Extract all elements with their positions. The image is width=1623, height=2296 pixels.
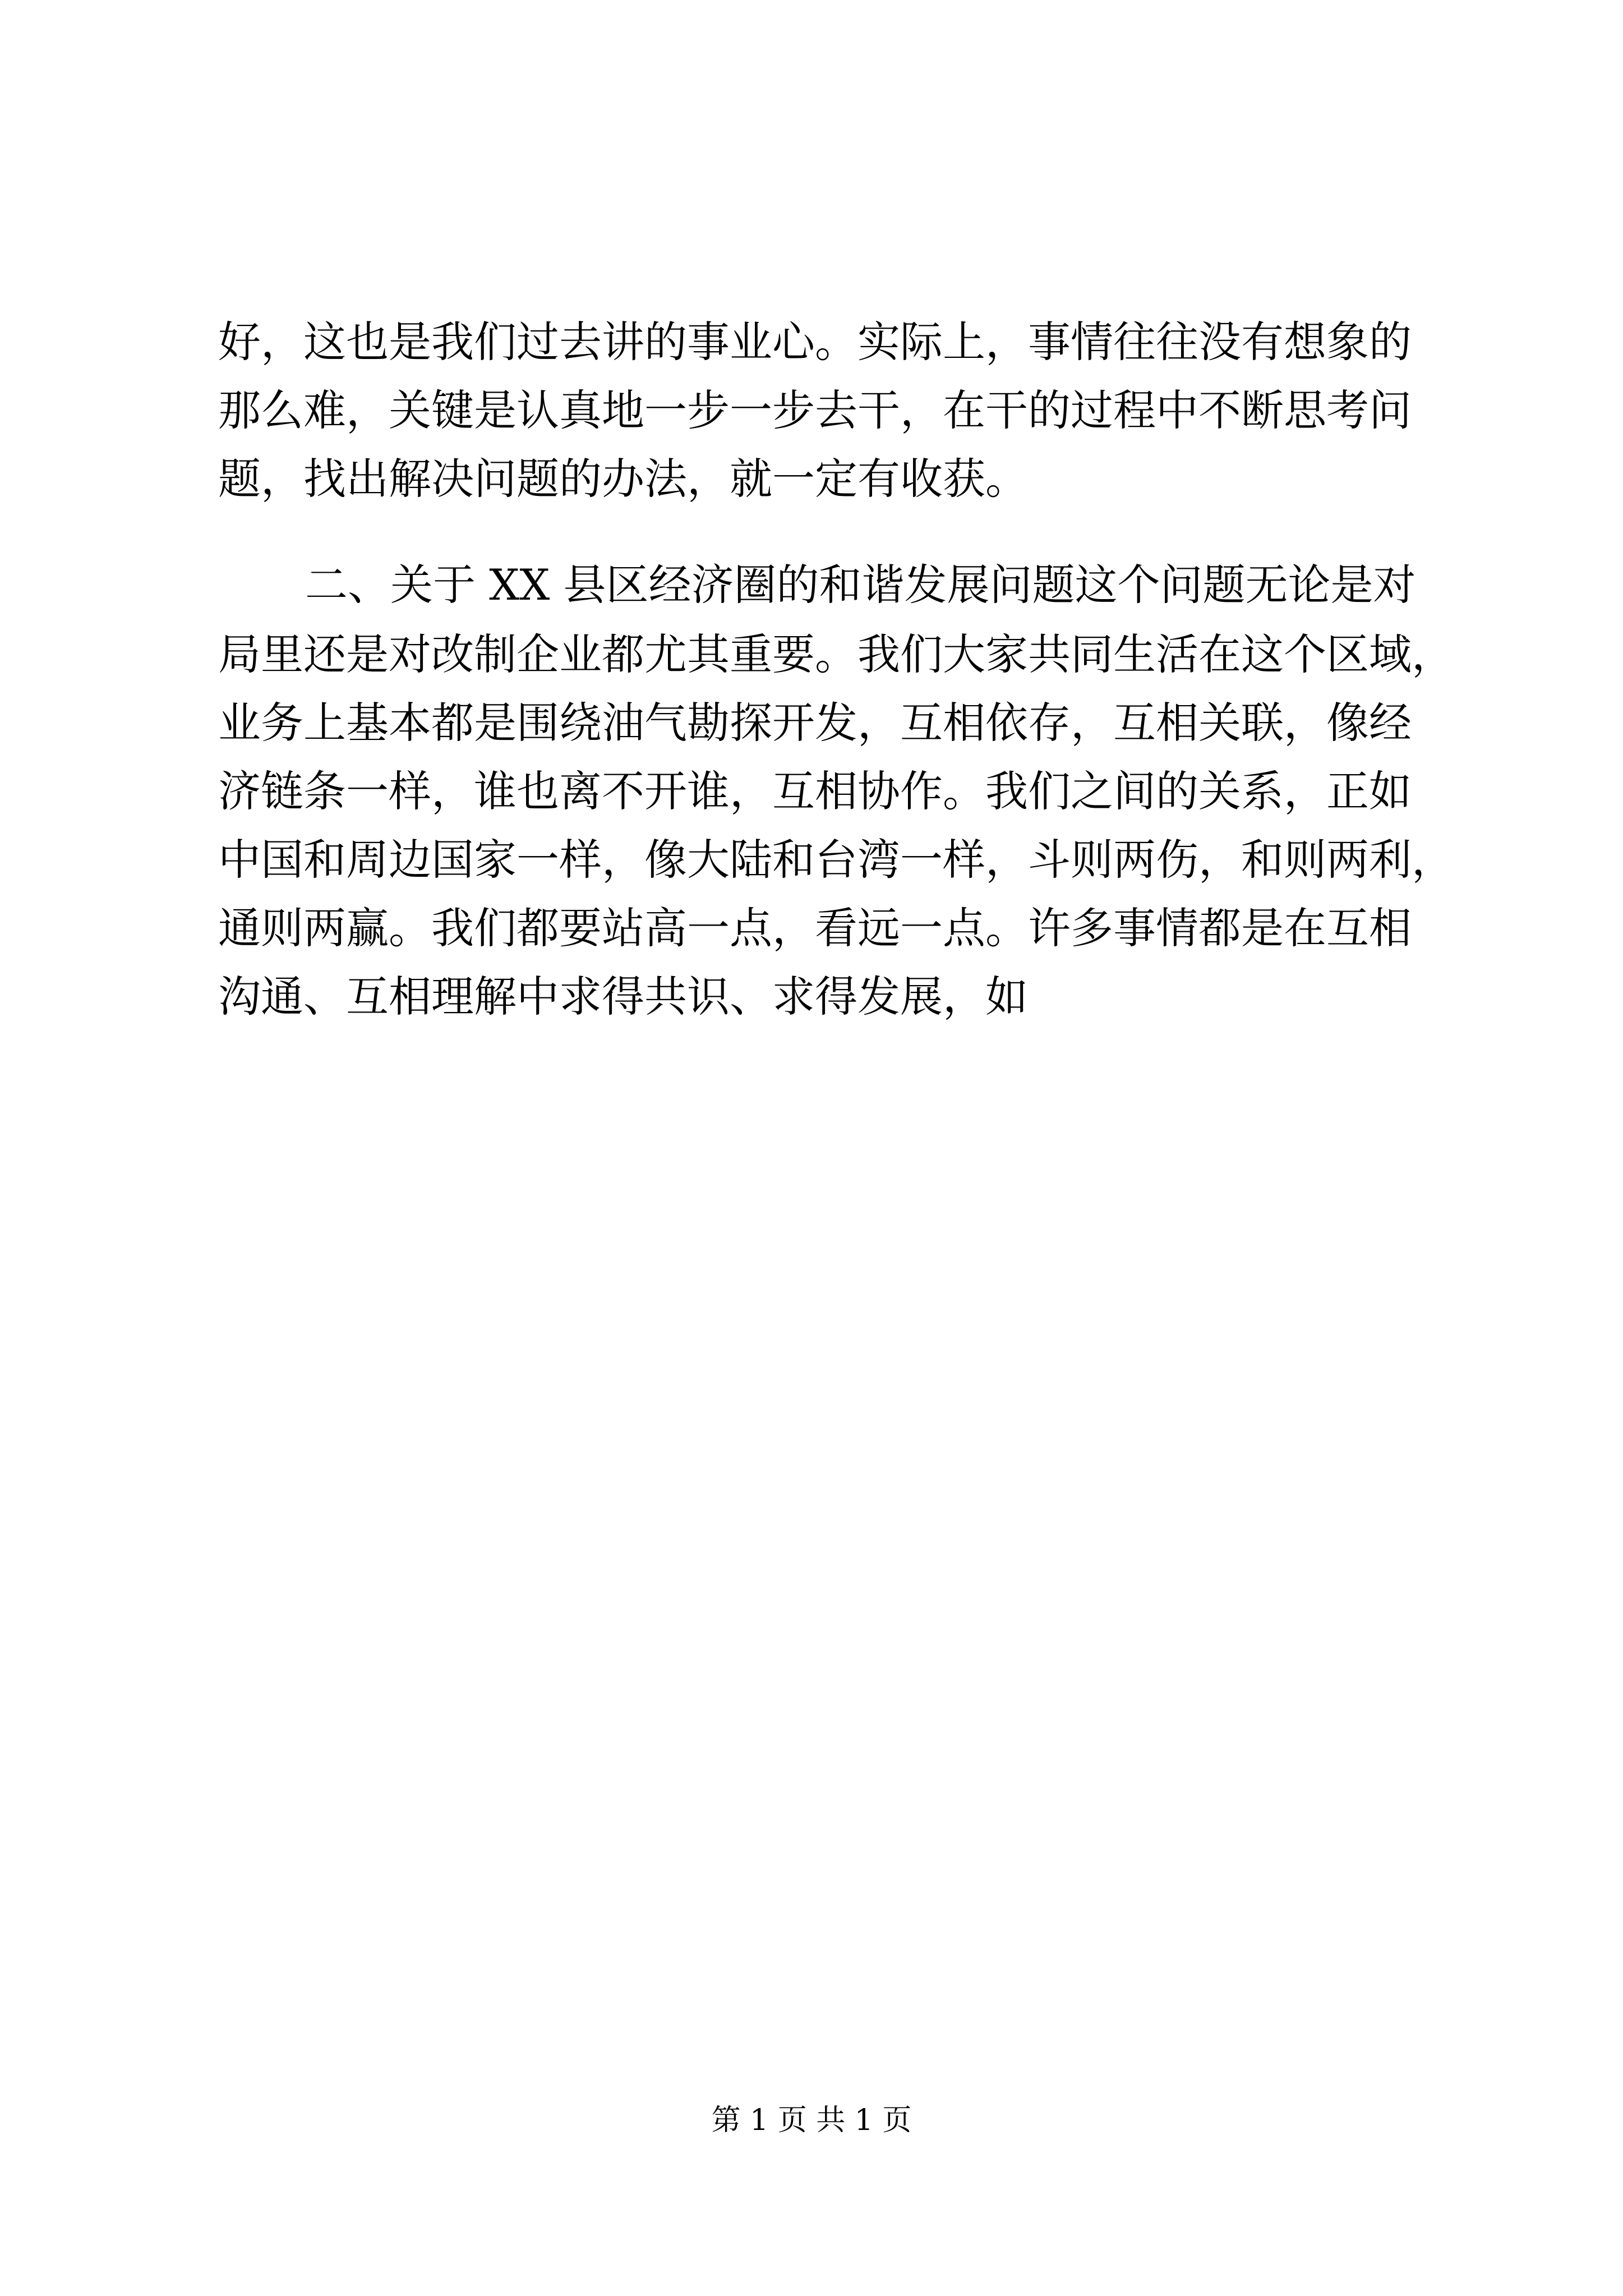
- body-text-line: 局里还是对改制企业都尤其重要。我们大家共同生活在这个区域，: [218, 629, 1454, 679]
- body-text-line: 好，这也是我们过去讲的事业心。实际上，事情往往没有想象的: [218, 317, 1412, 367]
- page-footer: 第 1 页 共 1 页: [711, 2104, 912, 2137]
- paragraph-heading-line: 二、关于 XX 县区经济圈的和谐发展问题这个问题无论是对: [305, 560, 1416, 610]
- body-text-line: 那么难，关键是认真地一步一步去干，在干的过程中不断思考问: [218, 385, 1412, 435]
- body-text-line: 中国和周边国家一样，像大陆和台湾一样，斗则两伤，和则两利，: [218, 835, 1454, 885]
- body-text-line: 业务上基本都是围绕油气勘探开发，互相依存，互相关联，像经: [218, 698, 1412, 748]
- body-text-line: 通则两赢。我们都要站高一点，看远一点。许多事情都是在互相: [218, 903, 1412, 953]
- body-text-line: 题，找出解决问题的办法，就一定有收获。: [218, 454, 1028, 504]
- body-text-line: 沟通、互相理解中求得共识、求得发展，如: [218, 972, 1028, 1022]
- body-text-line: 济链条一样，谁也离不开谁，互相协作。我们之间的关系，正如: [218, 766, 1412, 816]
